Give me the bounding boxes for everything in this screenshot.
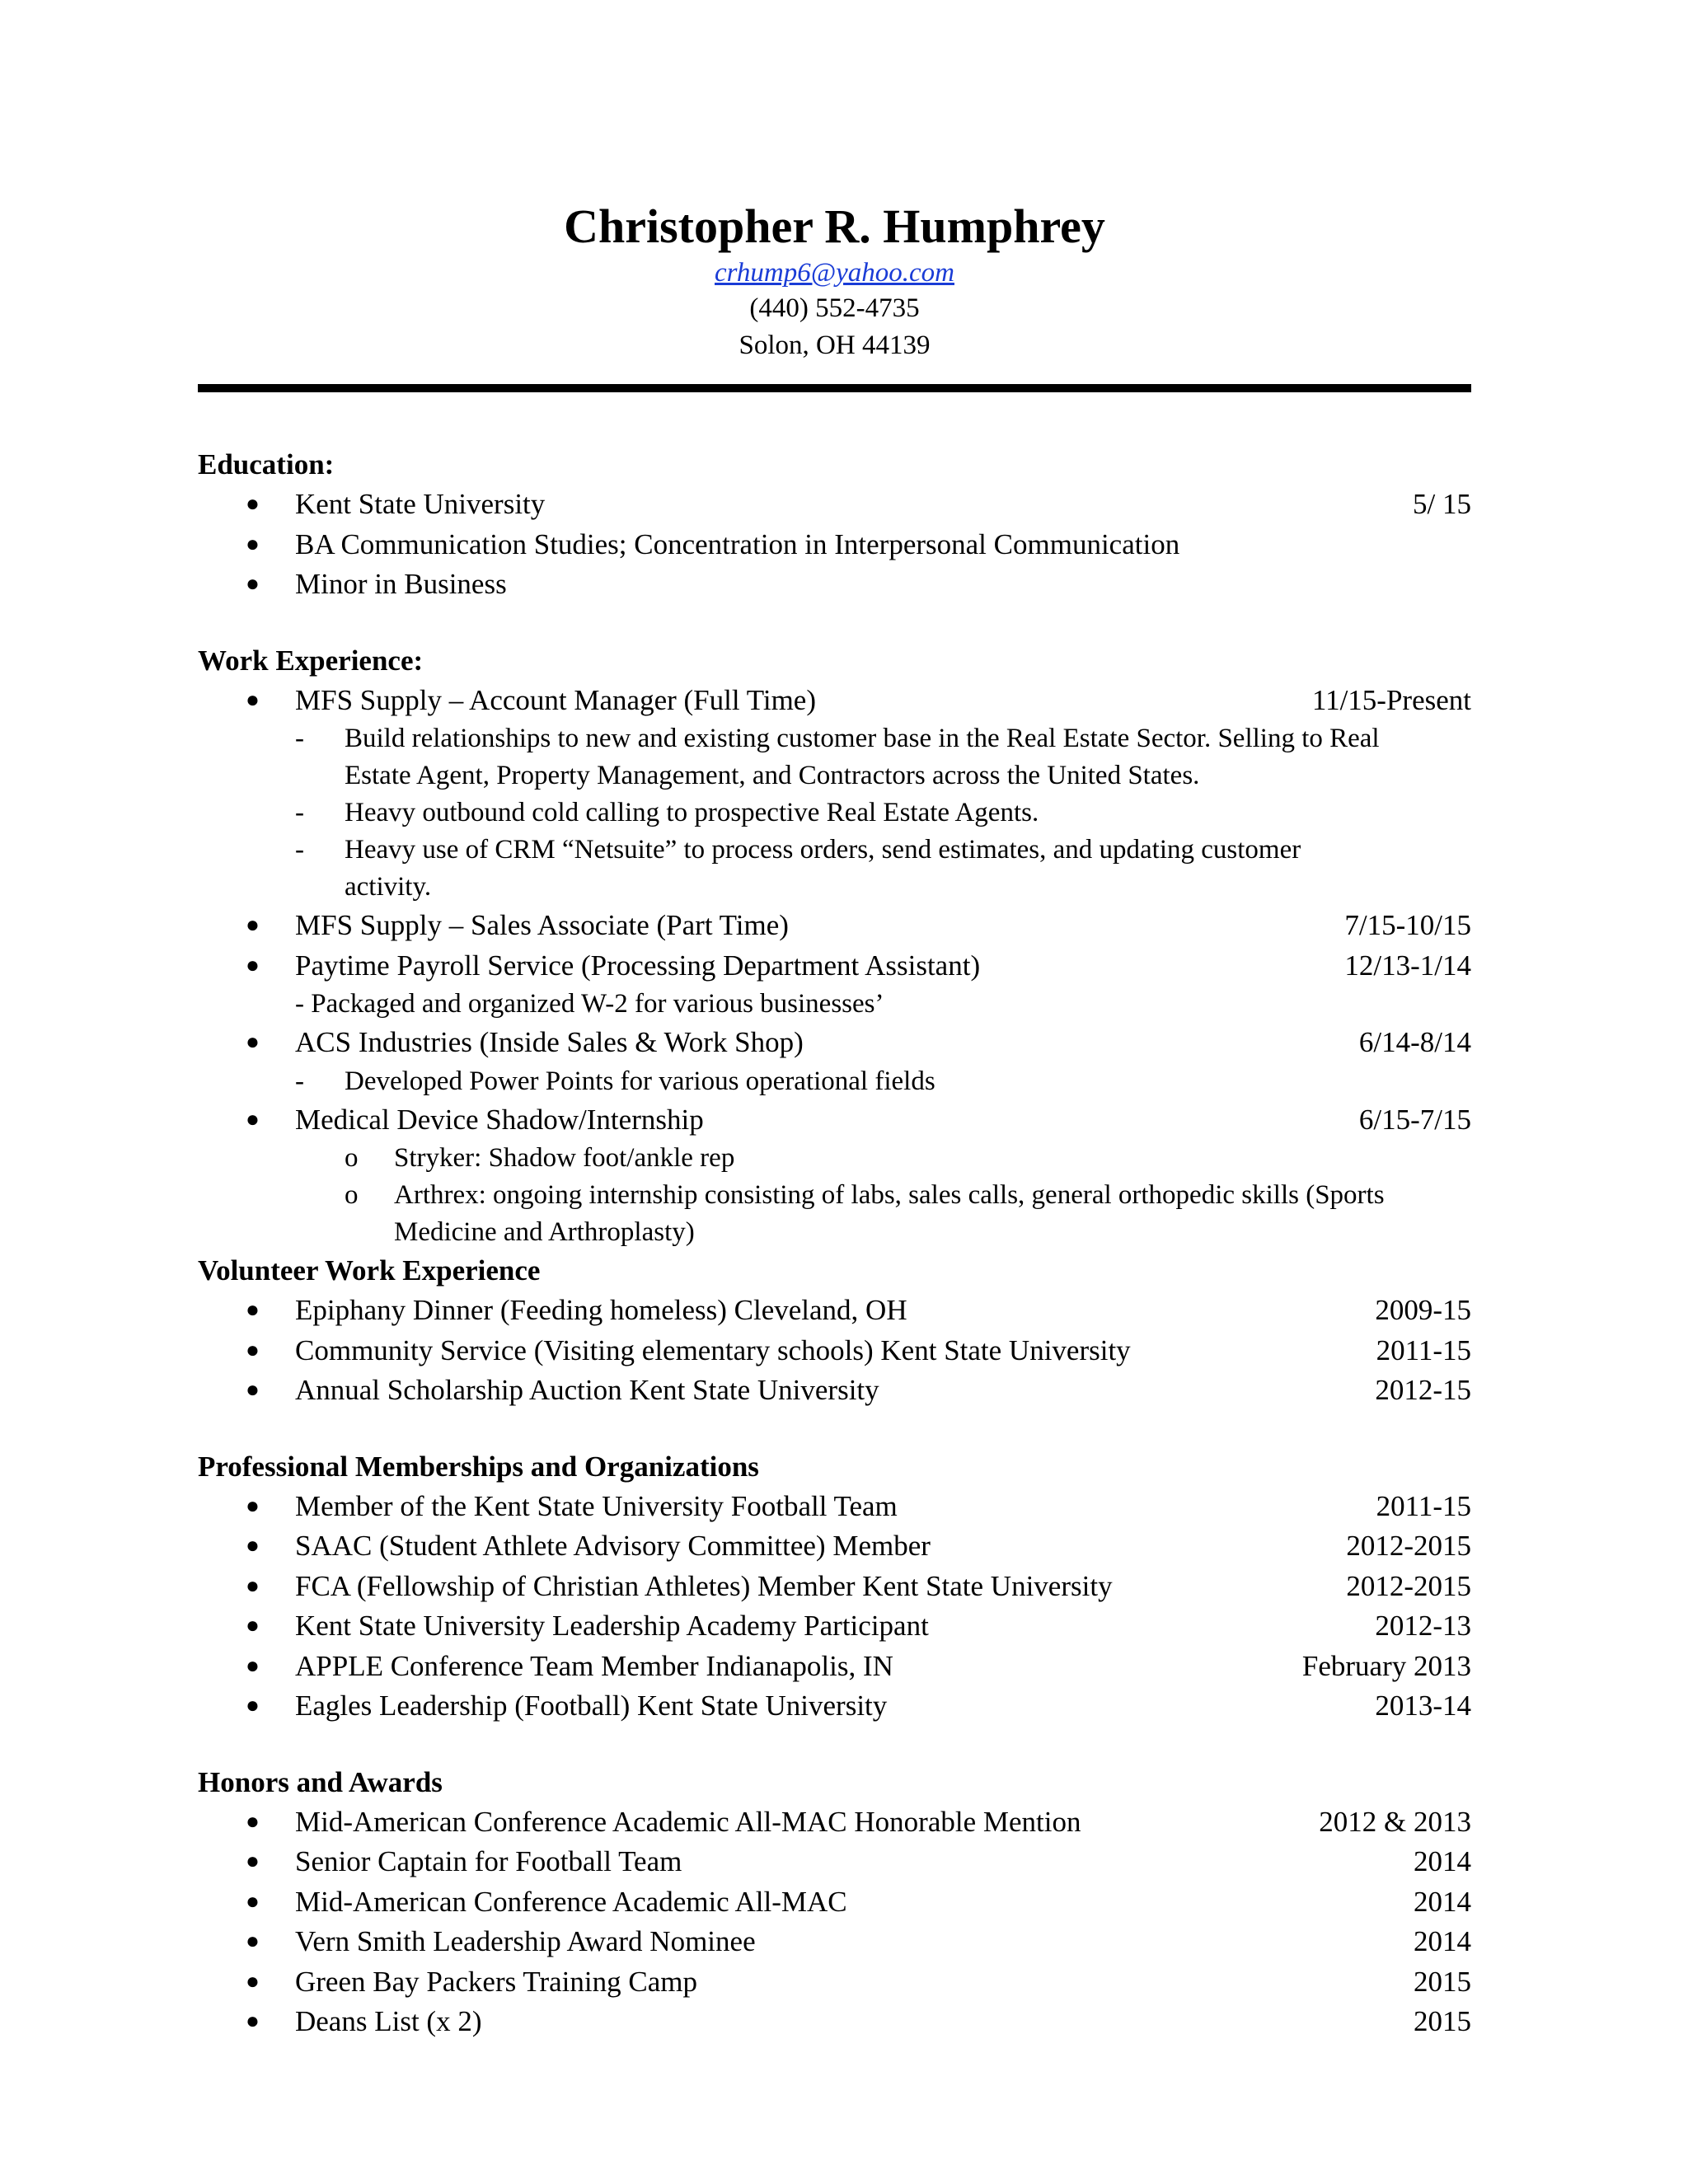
bullet-icon: ● (246, 1968, 260, 1994)
item-date: 2014 (1414, 1885, 1471, 1918)
education-section (198, 445, 1471, 605)
job-detail (198, 720, 1471, 794)
item-text: SAAC (Student Athlete Advisory Committee) Member (295, 1530, 931, 1562)
item-text: Green Bay Packers Training Camp (295, 1965, 697, 1998)
item-text: FCA (Fellowship of Christian Athletes) Member Kent State University (295, 1569, 1113, 1602)
list-item (198, 2002, 1471, 2042)
bullet-icon: ● (246, 1533, 260, 1558)
memberships-section (198, 1447, 1471, 1727)
item-date: 2011-15 (1376, 1333, 1471, 1366)
item-date: 2012-2015 (1346, 1530, 1471, 1562)
job-entry (198, 906, 1471, 946)
item-text: Deans List (x 2) (295, 2005, 482, 2037)
job-detail: - Packaged and organized W-2 for various businesses’ (295, 989, 884, 1019)
job-detail (198, 1140, 1471, 1177)
job-title: Paytime Payroll Service (Processing Department Assistant) (295, 949, 981, 982)
detail-text: Heavy outbound cold calling to prospective Real Estate Agents. (345, 798, 1039, 827)
job-detail (198, 794, 1471, 832)
candidate-name: Christopher R. Humphrey (564, 199, 1105, 253)
item-date: 2009-15 (1375, 1294, 1471, 1326)
bullet-icon: ● (246, 1693, 260, 1718)
list-item (198, 525, 1471, 565)
email-link[interactable]: crhump6@yahoo.com (715, 258, 954, 288)
job-title: Medical Device Shadow/Internship (295, 1103, 704, 1136)
job-date: 6/14-8/14 (1358, 1026, 1471, 1058)
bullet-icon: ● (246, 1337, 260, 1363)
list-item (198, 1526, 1471, 1567)
job-detail (198, 1063, 1471, 1100)
item-text: Kent State University (295, 488, 546, 520)
bullet-icon: ● (246, 1888, 260, 1915)
job-detail (198, 832, 1471, 906)
list-item (198, 1371, 1471, 1411)
job-entry (198, 1023, 1471, 1063)
item-text: Epiphany Dinner (Feeding homeless) Cleveland, OH (295, 1294, 907, 1326)
bullet-icon: ● (246, 1029, 260, 1055)
item-text: BA Communication Studies; Concentration in Interpersonal Communication (295, 527, 1180, 560)
dash-marker: - (295, 1066, 304, 1096)
phone-number: (440) 552-4735 (749, 293, 920, 323)
education-title: Education: (198, 448, 335, 480)
dash-marker: - (295, 798, 304, 827)
list-item (198, 485, 1471, 525)
item-date: 2013-14 (1375, 1690, 1471, 1722)
bullet-icon: ● (246, 687, 260, 713)
header-divider (198, 384, 1471, 392)
item-date: 2014 (1414, 1845, 1471, 1877)
honors-title: Honors and Awards (198, 1765, 443, 1798)
list-item (198, 1291, 1471, 1331)
volunteer-title: Volunteer Work Experience (198, 1254, 541, 1286)
bullet-icon: ● (246, 1572, 260, 1599)
item-text: Vern Smith Leadership Award Nominee (295, 1925, 756, 1957)
item-date: 2012-15 (1375, 1374, 1471, 1406)
list-item (198, 1686, 1471, 1727)
location: Solon, OH 44139 (738, 330, 931, 360)
item-text: APPLE Conference Team Member Indianapolis, IN (295, 1649, 893, 1682)
bullet-icon: ● (246, 1808, 260, 1835)
item-date: 2012 & 2013 (1319, 1805, 1471, 1838)
item-text: Annual Scholarship Auction Kent State University (295, 1374, 879, 1406)
job-entry (198, 681, 1471, 721)
list-item (198, 1802, 1471, 1843)
circle-marker: o (345, 1180, 359, 1210)
item-text: Senior Captain for Football Team (295, 1845, 682, 1877)
job-date: 7/15-10/15 (1344, 909, 1471, 941)
bullet-icon: ● (246, 2008, 260, 2034)
item-text: Mid-American Conference Academic All-MAC Honorable Mention (295, 1805, 1081, 1838)
memberships-title: Professional Memberships and Organizations (198, 1450, 759, 1483)
item-date: 2015 (1414, 2005, 1471, 2037)
job-date: 11/15-Present (1311, 683, 1471, 716)
bullet-icon: ● (246, 1106, 260, 1132)
detail-text: Heavy use of CRM “Netsuite” to process orders, send estimates, and updating customer activity. (345, 835, 1301, 902)
bullet-icon: ● (246, 912, 260, 938)
job-date: 12/13-1/14 (1344, 949, 1471, 982)
bullet-icon: ● (246, 531, 260, 557)
bullet-icon: ● (246, 1297, 260, 1323)
job-title: MFS Supply – Sales Associate (Part Time) (295, 909, 789, 941)
list-item (198, 1842, 1471, 1882)
detail-text: Stryker: Shadow foot/ankle rep (394, 1143, 735, 1173)
bullet-icon: ● (246, 1613, 260, 1638)
resume-page (198, 198, 1471, 2042)
job-title: ACS Industries (Inside Sales & Work Shop) (295, 1026, 804, 1058)
item-text: Mid-American Conference Academic All-MAC (295, 1885, 847, 1918)
list-item (198, 1922, 1471, 1962)
item-date: 5/ 15 (1413, 488, 1471, 520)
dash-marker: - (295, 835, 304, 865)
bullet-icon: ● (246, 491, 260, 517)
list-item (198, 1647, 1471, 1687)
bullet-icon: ● (246, 1652, 260, 1679)
resume-header (198, 198, 1471, 364)
detail-text: Build relationships to new and existing customer base in the Real Estate Sector. Selling to Real Estate Agent, Property Management, and Contractors across the United States. (345, 724, 1380, 790)
bullet-icon: ● (246, 952, 260, 978)
bullet-icon: ● (246, 1849, 260, 1874)
work-experience-title: Work Experience: (198, 644, 424, 677)
dash-marker: - (295, 724, 304, 753)
detail-text: Developed Power Points for various operational fields (345, 1066, 935, 1096)
bullet-icon: ● (246, 1929, 260, 1954)
item-date: 2015 (1414, 1965, 1471, 1998)
bullet-icon: ● (246, 1377, 260, 1403)
list-item (198, 1567, 1471, 1607)
item-date: 2012-13 (1375, 1610, 1471, 1642)
item-date: 2014 (1414, 1925, 1471, 1957)
list-item (198, 1487, 1471, 1527)
item-text: Member of the Kent State University Football Team (295, 1489, 898, 1522)
item-text: Kent State University Leadership Academy Participant (295, 1610, 929, 1642)
volunteer-section (198, 1251, 1471, 1411)
job-entry (198, 946, 1471, 987)
bullet-icon: ● (246, 571, 260, 597)
job-entry (198, 1100, 1471, 1141)
detail-text: Arthrex: ongoing internship consisting of labs, sales calls, general orthopedic skills (Sports Medicine and Arthroplasty) (394, 1180, 1385, 1247)
work-experience-section (198, 641, 1471, 1252)
item-date: 2011-15 (1376, 1489, 1471, 1522)
list-item (198, 1331, 1471, 1371)
item-date: February 2013 (1301, 1649, 1471, 1682)
circle-marker: o (345, 1143, 359, 1173)
job-detail (198, 1177, 1471, 1251)
list-item (198, 565, 1471, 605)
bullet-icon: ● (246, 1493, 260, 1519)
item-text: Community Service (Visiting elementary schools) Kent State University (295, 1333, 1131, 1366)
item-text: Eagles Leadership (Football) Kent State University (295, 1690, 888, 1722)
list-item (198, 1606, 1471, 1647)
honors-section (198, 1763, 1471, 2042)
list-item (198, 1962, 1471, 2003)
item-text: Minor in Business (295, 568, 507, 600)
job-date: 6/15-7/15 (1358, 1103, 1471, 1136)
item-date: 2012-2015 (1346, 1569, 1471, 1602)
list-item (198, 1882, 1471, 1923)
job-title: MFS Supply – Account Manager (Full Time) (295, 683, 816, 716)
